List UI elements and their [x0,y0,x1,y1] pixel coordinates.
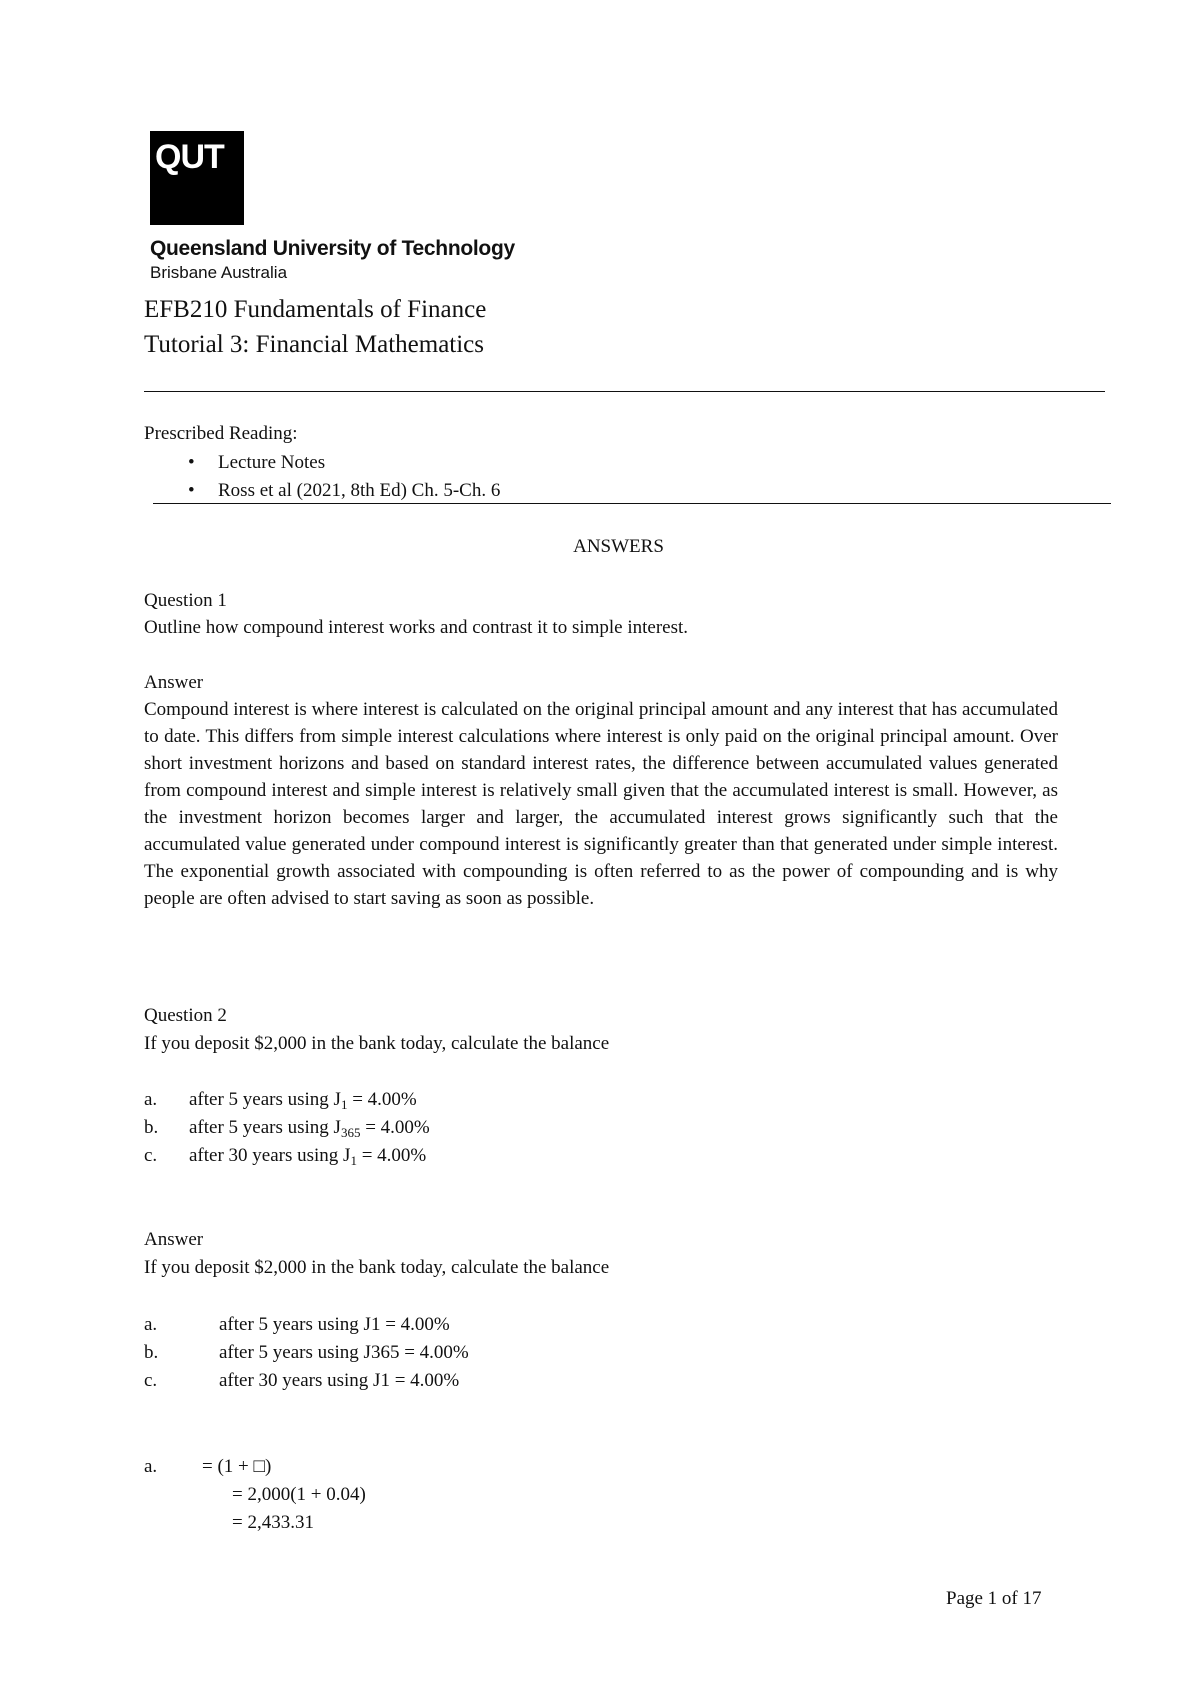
university-location: Brisbane Australia [150,263,288,282]
reading-item: • Ross et al (2021, 8th Ed) Ch. 5-Ch. 6 [186,477,500,505]
part-marker: c. [144,1145,158,1166]
reading-label: Prescribed Reading: [144,423,298,444]
reading-item: • Lecture Notes [186,449,500,477]
page-number: Page 1 of 17 [946,1588,1042,1609]
question-2-answer-label: Answer [144,1229,204,1250]
logo-mark: QUT [155,138,224,176]
part-marker: c. [144,1370,158,1391]
part-marker: a. [144,1089,158,1110]
question-2-prompt: If you deposit $2,000 in the bank today, calculate the balance [144,1033,610,1054]
part-text: after 5 years using $J_{365} = 4.00\%$ [189,1117,430,1140]
working-line: = 2,000(1 + 0.04) [232,1484,366,1505]
question-2-answer-prompt: If you deposit $2,000 in the bank today, calculate the balance [144,1257,610,1278]
question-1-prompt: Outline how compound interest works and contrast it to simple interest. [144,617,689,638]
part-text: after 5 years using J365 = 4.00% [219,1342,469,1363]
part-text: after 30 years using J1 = 4.00% [219,1370,460,1391]
working-marker: a. [144,1456,158,1477]
qut-logo [150,131,244,225]
question-1-answer-text: Compound interest is where interest is calculated on the original principal amount and any interest that has accumulated to date. This differs from simple interest calculations where interest is only paid on the original principal amount. Over short investment horizons and based on standard interest rates, the difference between accumulated values generated from compound interest and simple interest is relatively small given that the accumulated interest is small. However, as the investment horizon becomes larger and larger, the accumulated interest grows significantly such that the accumulated value generated under compound interest is significantly greater than that generated under simple interest. The exponential growth associated with compounding is often referred to as the power of compounding and is why people are often advised to start saving as soon as possible. [144,699,1058,909]
part-text: after 30 years using $J_1 = 4.00\%$ [189,1145,427,1168]
tutorial-title: Tutorial 3: Financial Mathematics [144,331,485,358]
course-title: EFB210 Fundamentals of Finance [144,296,487,323]
question-1-heading: Question 1 [144,590,227,611]
reading-list [186,449,500,505]
answers-heading: ANSWERS [573,536,664,557]
part-text: after 5 years using $J_1 = 4.00\%$ [189,1089,417,1112]
working-line: = 2,433.31 [232,1512,314,1533]
reading-divider [153,503,1111,504]
header-divider [144,391,1105,392]
part-text: after 5 years using J1 = 4.00% [219,1314,450,1335]
part-marker: b. [144,1342,159,1363]
university-name: Queensland University of Technology [150,237,515,260]
question-2-heading: Question 2 [144,1005,227,1026]
part-marker: b. [144,1117,159,1138]
part-marker: a. [144,1314,158,1335]
working-line: = (1 + □) [202,1456,272,1477]
question-1-answer-label: Answer [144,672,204,693]
